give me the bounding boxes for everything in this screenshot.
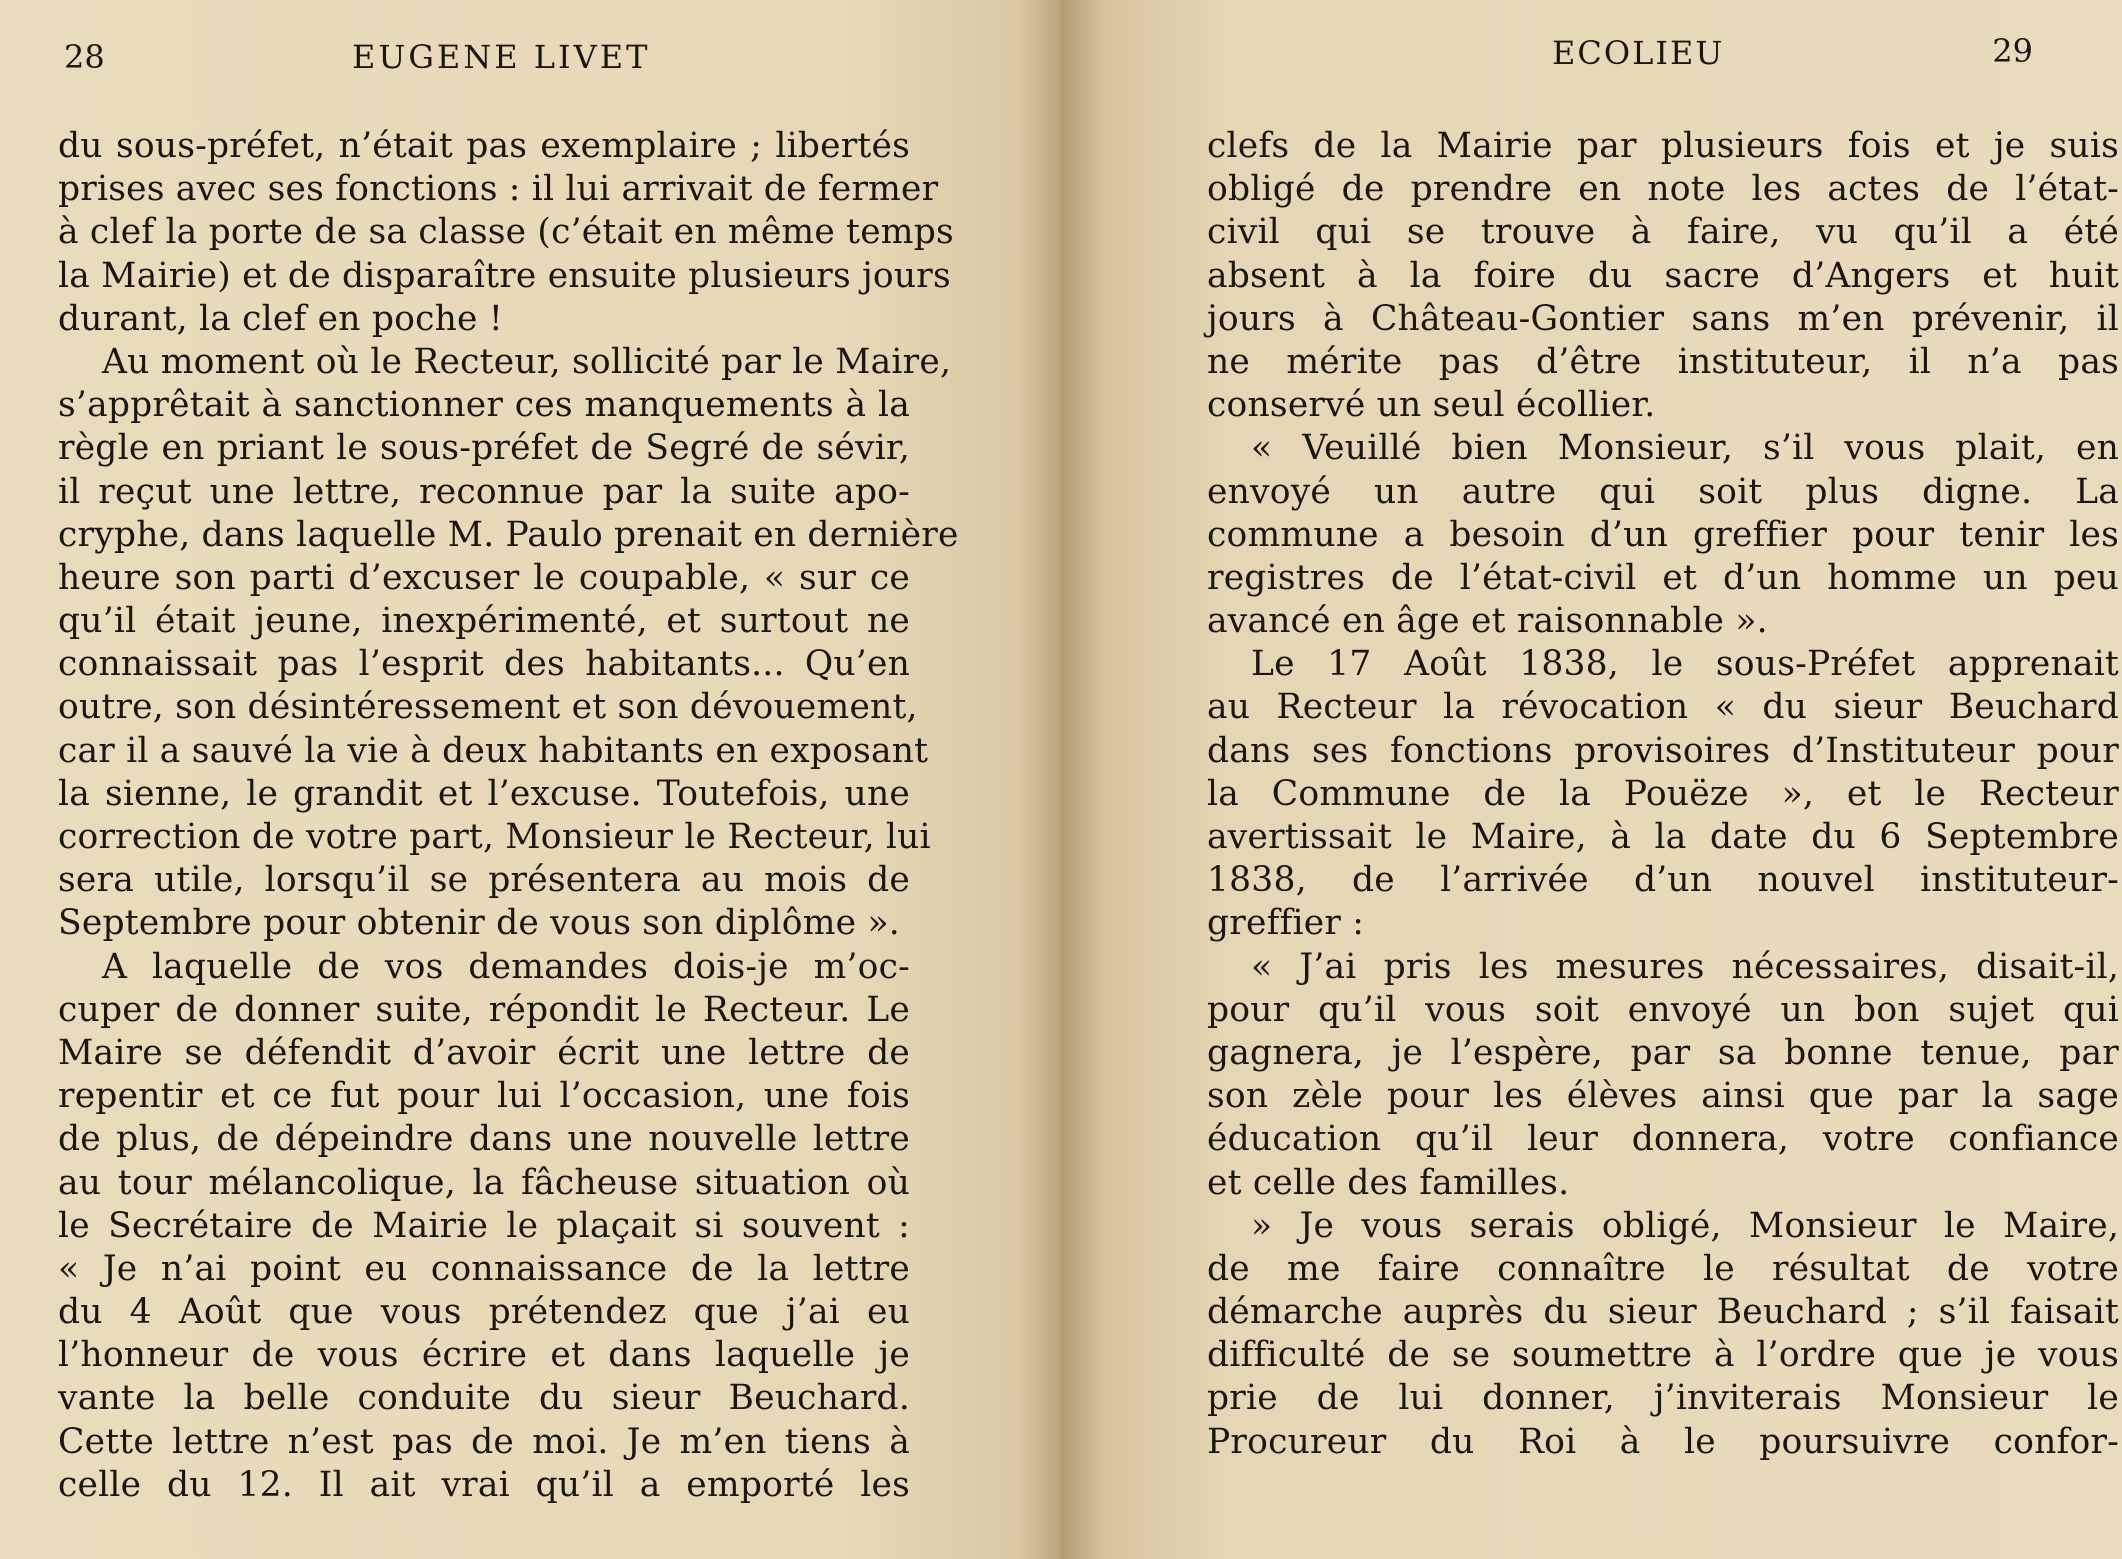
text-line: son zèle pour les élèves ainsi que par la sage (1207, 1076, 2119, 1117)
text-line: Maire se défendit d’avoir écrit une lettre de (58, 1032, 910, 1073)
text-line: « Je n’ai point eu connaissance de la lettre (58, 1248, 910, 1289)
text-line: obligé de prendre en note les actes de l’état- (1207, 169, 2119, 210)
text-line: avertissait le Maire, à la date du 6 Septembre (1207, 817, 2119, 857)
text-line: jours à Château-Gontier sans m’en prévenir, il (1207, 298, 2119, 339)
text-line: règle en priant le sous-préfet de Segré de sévir, (58, 428, 910, 469)
text-line: ne mérite pas d’être instituteur, il n’a pas (1207, 341, 2119, 382)
text-line: Au moment où le Recteur, sollicité par le Maire, (102, 341, 952, 382)
text-line: l’honneur de vous écrire et dans laquelle je (58, 1335, 910, 1376)
left-running-head: EUGENE LIVET (352, 38, 651, 76)
text-line: gagnera, je l’espère, par sa bonne tenue, par (1207, 1032, 2119, 1073)
text-line: repentir et ce fut pour lui l’occasion, une fois (58, 1076, 910, 1117)
text-line: absent à la foire du sacre d’Angers et huit (1207, 255, 2119, 296)
text-line: 1838, de l’arrivée d’un nouvel instituteur- (1207, 860, 2119, 901)
text-line: » Je vous serais obligé, Monsieur le Maire, (1251, 1205, 2119, 1246)
text-line: sera utile, lorsqu’il se présentera au mois de (58, 860, 910, 901)
left-page-number: 28 (64, 38, 105, 76)
text-line: greffier : (1207, 903, 1365, 944)
text-line: la Commune de la Pouëze », et le Recteur (1207, 773, 2119, 814)
text-line: Cette lettre n’est pas de moi. Je m’en tiens à (58, 1421, 910, 1462)
text-line: la sienne, le grandit et l’excuse. Toutefois, une (58, 773, 910, 814)
text-line: cuper de donner suite, répondit le Recteur. Le (58, 989, 910, 1030)
text-line: vante la belle conduite du sieur Beuchard. (58, 1378, 910, 1419)
text-line: le Secrétaire de Mairie le plaçait si souvent : (58, 1205, 910, 1246)
text-line: civil qui se trouve à faire, vu qu’il a été (1207, 212, 2119, 253)
text-line: qu’il était jeune, inexpérimenté, et surtout ne (58, 601, 910, 642)
text-line: du 4 Août que vous prétendez que j’ai eu (58, 1292, 910, 1333)
text-line: Septembre pour obtenir de vous son diplôme ». (58, 903, 900, 944)
text-line: registres de l’état-civil et d’un homme un peu (1207, 557, 2119, 598)
text-line: avancé en âge et raisonnable ». (1207, 601, 1768, 642)
text-line: la Mairie) et de disparaître ensuite plusieurs jours (58, 255, 951, 296)
text-line: difficulté de se soumettre à l’ordre que je vous (1207, 1335, 2119, 1376)
text-line: durant, la clef en poche ! (58, 298, 503, 339)
text-line: envoyé un autre qui soit plus digne. La (1207, 471, 2119, 512)
right-page-number: 29 (1992, 32, 2033, 70)
text-line: au tour mélancolique, la fâcheuse situation où (58, 1162, 910, 1203)
text-line: correction de votre part, Monsieur le Recteur, lui (58, 817, 931, 857)
text-line: éducation qu’il leur donnera, votre confiance (1207, 1119, 2119, 1160)
text-line: celle du 12. Il ait vrai qu’il a emporté les (58, 1464, 910, 1505)
text-line: et celle des familles. (1207, 1162, 1570, 1203)
left-page-text (58, 125, 959, 1507)
text-line: « Veuillé bien Monsieur, s’il vous plait, en (1251, 428, 2119, 469)
text-line: heure son parti d’excuser le coupable, « sur ce (58, 557, 910, 598)
right-running-head: ECOLIEU (1552, 34, 1725, 72)
text-line: outre, son désintéressement et son dévouement, (58, 687, 918, 728)
text-line: de me faire connaître le résultat de votre (1207, 1248, 2119, 1289)
text-line: A laquelle de vos demandes dois-je m’oc- (102, 946, 910, 987)
text-line: s’apprêtait à sanctionner ces manquements à la (58, 385, 910, 426)
text-line: clefs de la Mairie par plusieurs fois et je suis (1207, 126, 2119, 166)
text-line: à clef la porte de sa classe (c’était en même temps (58, 212, 954, 253)
text-line: dans ses fonctions provisoires d’Instituteur pour (1207, 730, 2119, 771)
text-line: démarche auprès du sieur Beuchard ; s’il faisait (1207, 1292, 2119, 1333)
text-line: Procureur du Roi à le poursuivre confor- (1207, 1421, 2119, 1462)
text-line: pour qu’il vous soit envoyé un bon sujet qui (1207, 989, 2119, 1030)
text-line: « J’ai pris les mesures nécessaires, disait-il, (1251, 946, 2119, 987)
text-line: cryphe, dans laquelle M. Paulo prenait en dernière (58, 514, 959, 555)
text-line: connaissait pas l’esprit des habitants... Qu’en (58, 644, 910, 685)
text-line: commune a besoin d’un greffier pour tenir les (1207, 514, 2119, 555)
text-line: il reçut une lettre, reconnue par la suite apo- (58, 471, 910, 512)
text-line: prie de lui donner, j’inviterais Monsieur le (1207, 1378, 2119, 1419)
text-line: conservé un seul écollier. (1207, 385, 1656, 426)
text-line: de plus, de dépeindre dans une nouvelle lettre (58, 1119, 910, 1160)
text-line: Le 17 Août 1838, le sous-Préfet apprenait (1251, 644, 2119, 685)
text-line: du sous-préfet, n’était pas exemplaire ; libertés (58, 126, 910, 166)
text-line: prises avec ses fonctions : il lui arrivait de fermer (58, 169, 939, 210)
text-line: car il a sauvé la vie à deux habitants en exposant (58, 730, 929, 771)
right-page-text (1207, 125, 2119, 1464)
right-page (1061, 0, 2122, 1559)
text-line: au Recteur la révocation « du sieur Beuchard (1207, 687, 2119, 728)
